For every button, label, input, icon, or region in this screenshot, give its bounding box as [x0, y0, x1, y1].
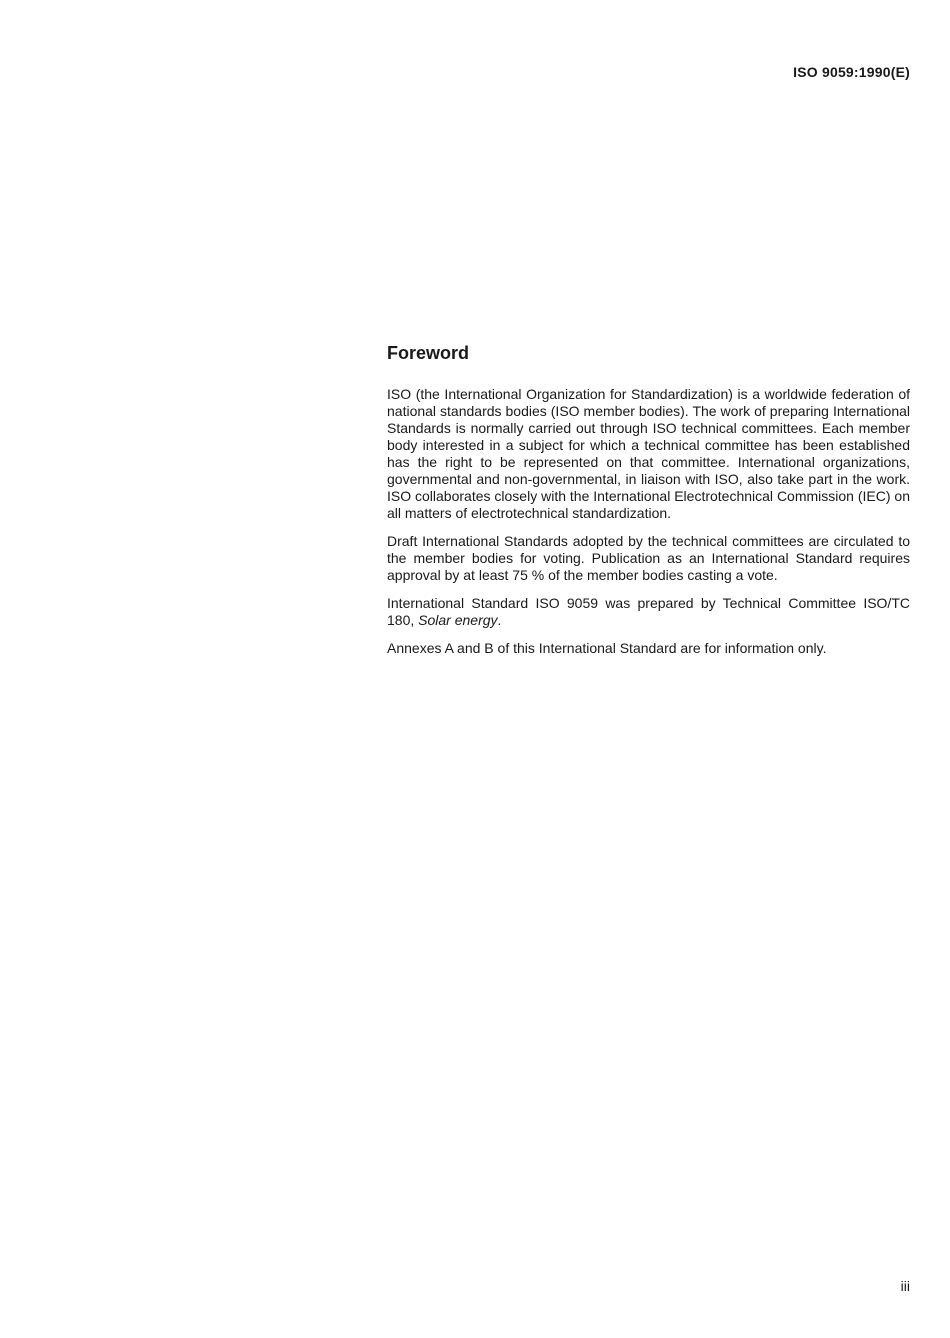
- foreword-paragraph-4: Annexes A and B of this International Standard are for information only.: [387, 640, 827, 656]
- foreword-heading: Foreword: [387, 343, 470, 363]
- foreword-paragraph-2: Draft International Standards adopted by the technical committees are circulated to the member bodies for voting. Publication as an International Standard requires approval by at least 75 % of the member bodies casting a vote.: [387, 533, 910, 583]
- paragraph-3-lead-text: International Standard ISO 9059 was prepared by Technical Committee ISO/TC 180,: [387, 595, 910, 628]
- paragraph-3-end-text: .: [497, 612, 502, 628]
- committee-name: Solar energy: [418, 612, 498, 628]
- document-identifier: ISO 9059:1990(E): [793, 64, 910, 80]
- foreword-section: [387, 342, 910, 668]
- foreword-paragraph-3: [387, 595, 910, 629]
- foreword-paragraph-1: ISO (the International Organization for Standardization) is a worldwide federation of national standards bodies (ISO member bodies). The work of preparing International Standards is normally carried out through ISO technical committees. Each member body interested in a subject for which a technical committee has been established has the right to be represented on that committee. International organizations, governmental and non-governmental, in liaison with ISO, also take part in the work. ISO collaborates closely with the International Electrotechnical Commission (IEC) on all matters of electrotechnical standardization.: [387, 386, 910, 521]
- page-number: iii: [900, 1278, 910, 1294]
